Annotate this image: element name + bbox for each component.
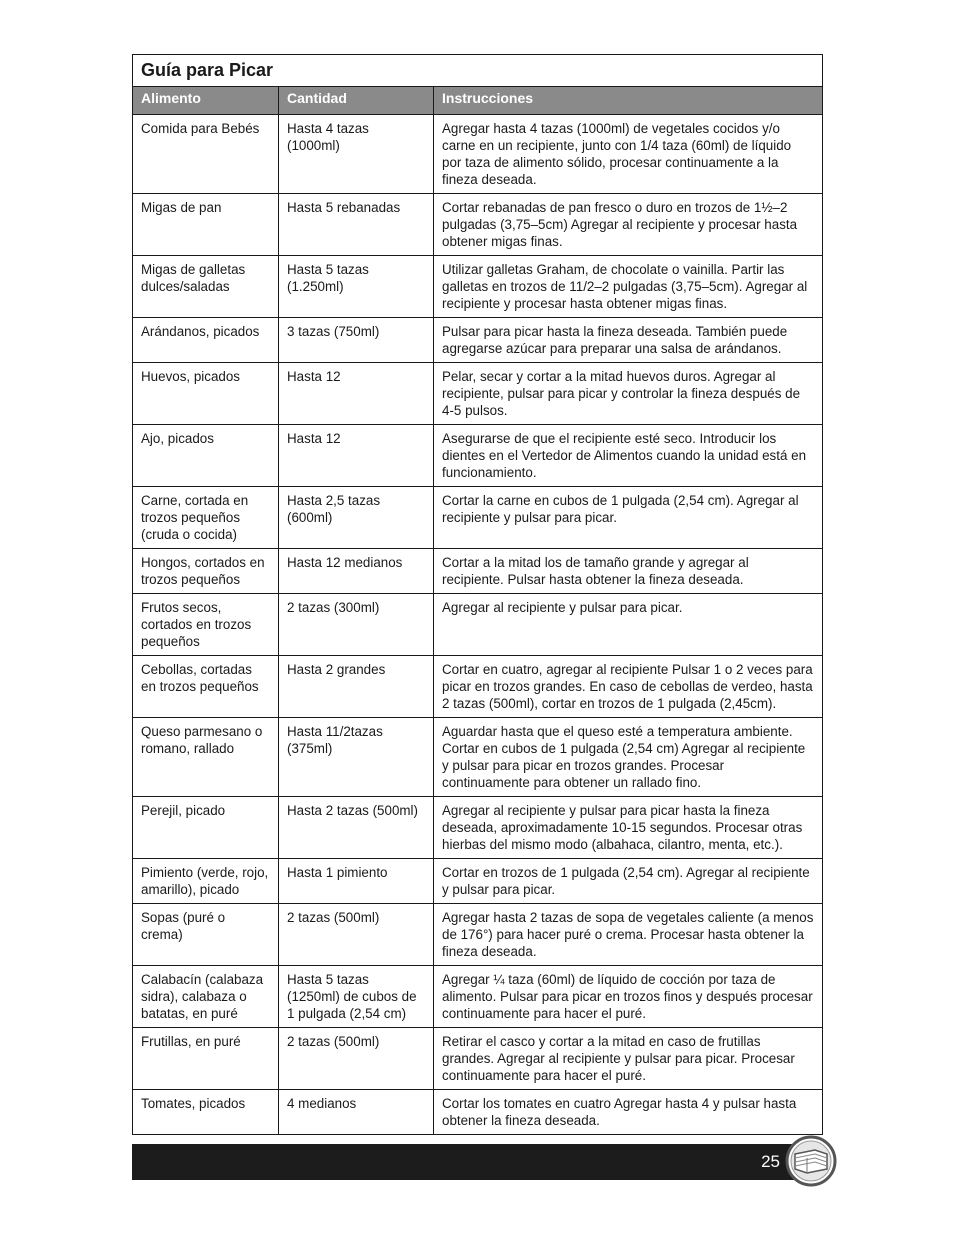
cell-amount: 2 tazas (500ml) [279,1028,434,1090]
cell-instructions: Cortar en trozos de 1 pulgada (2,54 cm). Agregar al recipiente y pulsar para picar. [434,859,823,904]
cell-food: Frutillas, en puré [133,1028,279,1090]
cell-amount: Hasta 11/2tazas (375ml) [279,718,434,797]
table-row [133,1028,823,1090]
table-row [133,115,823,194]
chopping-guide-table [132,54,823,1135]
table-row [133,1090,823,1135]
table-row [133,256,823,318]
cell-food: Migas de pan [133,194,279,256]
table-row [133,425,823,487]
cell-instructions: Agregar al recipiente y pulsar para picar. [434,594,823,656]
book-icon [785,1135,837,1187]
cell-food: Comida para Bebés [133,115,279,194]
table-row [133,656,823,718]
cell-amount: Hasta 5 rebanadas [279,194,434,256]
table-row [133,363,823,425]
cell-instructions: Cortar rebanadas de pan fresco o duro en trozos de 1½–2 pulgadas (3,75–5cm) Agregar al recipiente y procesar hasta obtener migas finas. [434,194,823,256]
cell-amount: 4 medianos [279,1090,434,1135]
table-title: Guía para Picar [133,55,823,87]
cell-food: Ajo, picados [133,425,279,487]
cell-amount: Hasta 12 medianos [279,549,434,594]
table-row [133,904,823,966]
cell-food: Carne, cortada en trozos pequeños (cruda o cocida) [133,487,279,549]
cell-amount: Hasta 2 tazas (500ml) [279,797,434,859]
cell-instructions: Aguardar hasta que el queso esté a temperatura ambiente. Cortar en cubos de 1 pulgada (2,54 cm) Agregar al recipiente y pulsar para picar en trozos grandes. Procesar continuamente para obtener un rallado fino. [434,718,823,797]
cell-amount: Hasta 1 pimiento [279,859,434,904]
table-header-row [133,87,823,115]
cell-food: Sopas (puré o crema) [133,904,279,966]
column-header-instructions: Instrucciones [434,87,823,115]
cell-instructions: Utilizar galletas Graham, de chocolate o vainilla. Partir las galletas en trozos de 11/2–2 pulgadas (3,75–5cm). Agregar al recipiente y procesar hasta obtener migas finas. [434,256,823,318]
cell-amount: 2 tazas (300ml) [279,594,434,656]
table-row [133,966,823,1028]
table-row [133,549,823,594]
table-row [133,318,823,363]
cell-food: Frutos secos, cortados en trozos pequeños [133,594,279,656]
footer-bar [132,1144,822,1180]
cell-food: Queso parmesano o romano, rallado [133,718,279,797]
cell-food: Arándanos, picados [133,318,279,363]
page-number: 25 [761,1152,780,1171]
table-row [133,194,823,256]
cell-food: Migas de galletas dulces/saladas [133,256,279,318]
cell-instructions: Agregar al recipiente y pulsar para picar hasta la fineza deseada, aproximadamente 10-15 segundos. Procesar otras hierbas del mismo modo (albahaca, cilantro, menta, etc.). [434,797,823,859]
cell-instructions: Cortar a la mitad los de tamaño grande y agregar al recipiente. Pulsar hasta obtener la fineza deseada. [434,549,823,594]
cell-amount: Hasta 5 tazas (1.250ml) [279,256,434,318]
cell-instructions: Agregar hasta 4 tazas (1000ml) de vegetales cocidos y/o carne en un recipiente, junto con 1/4 taza (60ml) de líquido por taza de alimento sólido, procesar continuamente a la fineza deseada. [434,115,823,194]
column-header-amount: Cantidad [279,87,434,115]
cell-instructions: Agregar hasta 2 tazas de sopa de vegetales caliente (a menos de 176°) para hacer puré o crema. Procesar hasta obtener la fineza deseada. [434,904,823,966]
cell-amount: Hasta 4 tazas (1000ml) [279,115,434,194]
cell-instructions: Cortar la carne en cubos de 1 pulgada (2,54 cm). Agregar al recipiente y pulsar para picar. [434,487,823,549]
cell-food: Hongos, cortados en trozos pequeños [133,549,279,594]
cell-instructions: Agregar ¼ taza (60ml) de líquido de cocción por taza de alimento. Pulsar para picar en trozos finos y después procesar continuamente para hacer el puré. [434,966,823,1028]
table-row [133,594,823,656]
cell-amount: Hasta 12 [279,425,434,487]
cell-food: Huevos, picados [133,363,279,425]
cell-amount: Hasta 2 grandes [279,656,434,718]
cell-amount: Hasta 12 [279,363,434,425]
cell-instructions: Cortar en cuatro, agregar al recipiente Pulsar 1 o 2 veces para picar en trozos grandes. En caso de cebollas de verdeo, hasta 2 tazas (500ml), cortar en trozos de 1 pulgada (2,45cm). [434,656,823,718]
cell-instructions: Cortar los tomates en cuatro Agregar hasta 4 y pulsar hasta obtener la fineza deseada. [434,1090,823,1135]
cell-food: Pimiento (verde, rojo, amarillo), picado [133,859,279,904]
cell-food: Cebollas, cortadas en trozos pequeños [133,656,279,718]
cell-amount: 3 tazas (750ml) [279,318,434,363]
cell-instructions: Retirar el casco y cortar a la mitad en caso de frutillas grandes. Agregar al recipiente y pulsar para picar. Procesar continuamente para hacer el puré. [434,1028,823,1090]
column-header-food: Alimento [133,87,279,115]
table-row [133,487,823,549]
table-row [133,859,823,904]
cell-food: Calabacín (calabaza sidra), calabaza o batatas, en puré [133,966,279,1028]
cell-instructions: Asegurarse de que el recipiente esté seco. Introducir los dientes en el Vertedor de Alimentos cuando la unidad está en funcionamiento. [434,425,823,487]
cell-food: Perejil, picado [133,797,279,859]
cell-food: Tomates, picados [133,1090,279,1135]
cell-amount: Hasta 2,5 tazas (600ml) [279,487,434,549]
table-row [133,797,823,859]
cell-amount: Hasta 5 tazas (1250ml) de cubos de 1 pulgada (2,54 cm) [279,966,434,1028]
cell-amount: 2 tazas (500ml) [279,904,434,966]
cell-instructions: Pelar, secar y cortar a la mitad huevos duros. Agregar al recipiente, pulsar para picar y controlar la fineza después de 4-5 pulsos. [434,363,823,425]
table-row [133,718,823,797]
cell-instructions: Pulsar para picar hasta la fineza deseada. También puede agregarse azúcar para preparar una salsa de arándanos. [434,318,823,363]
